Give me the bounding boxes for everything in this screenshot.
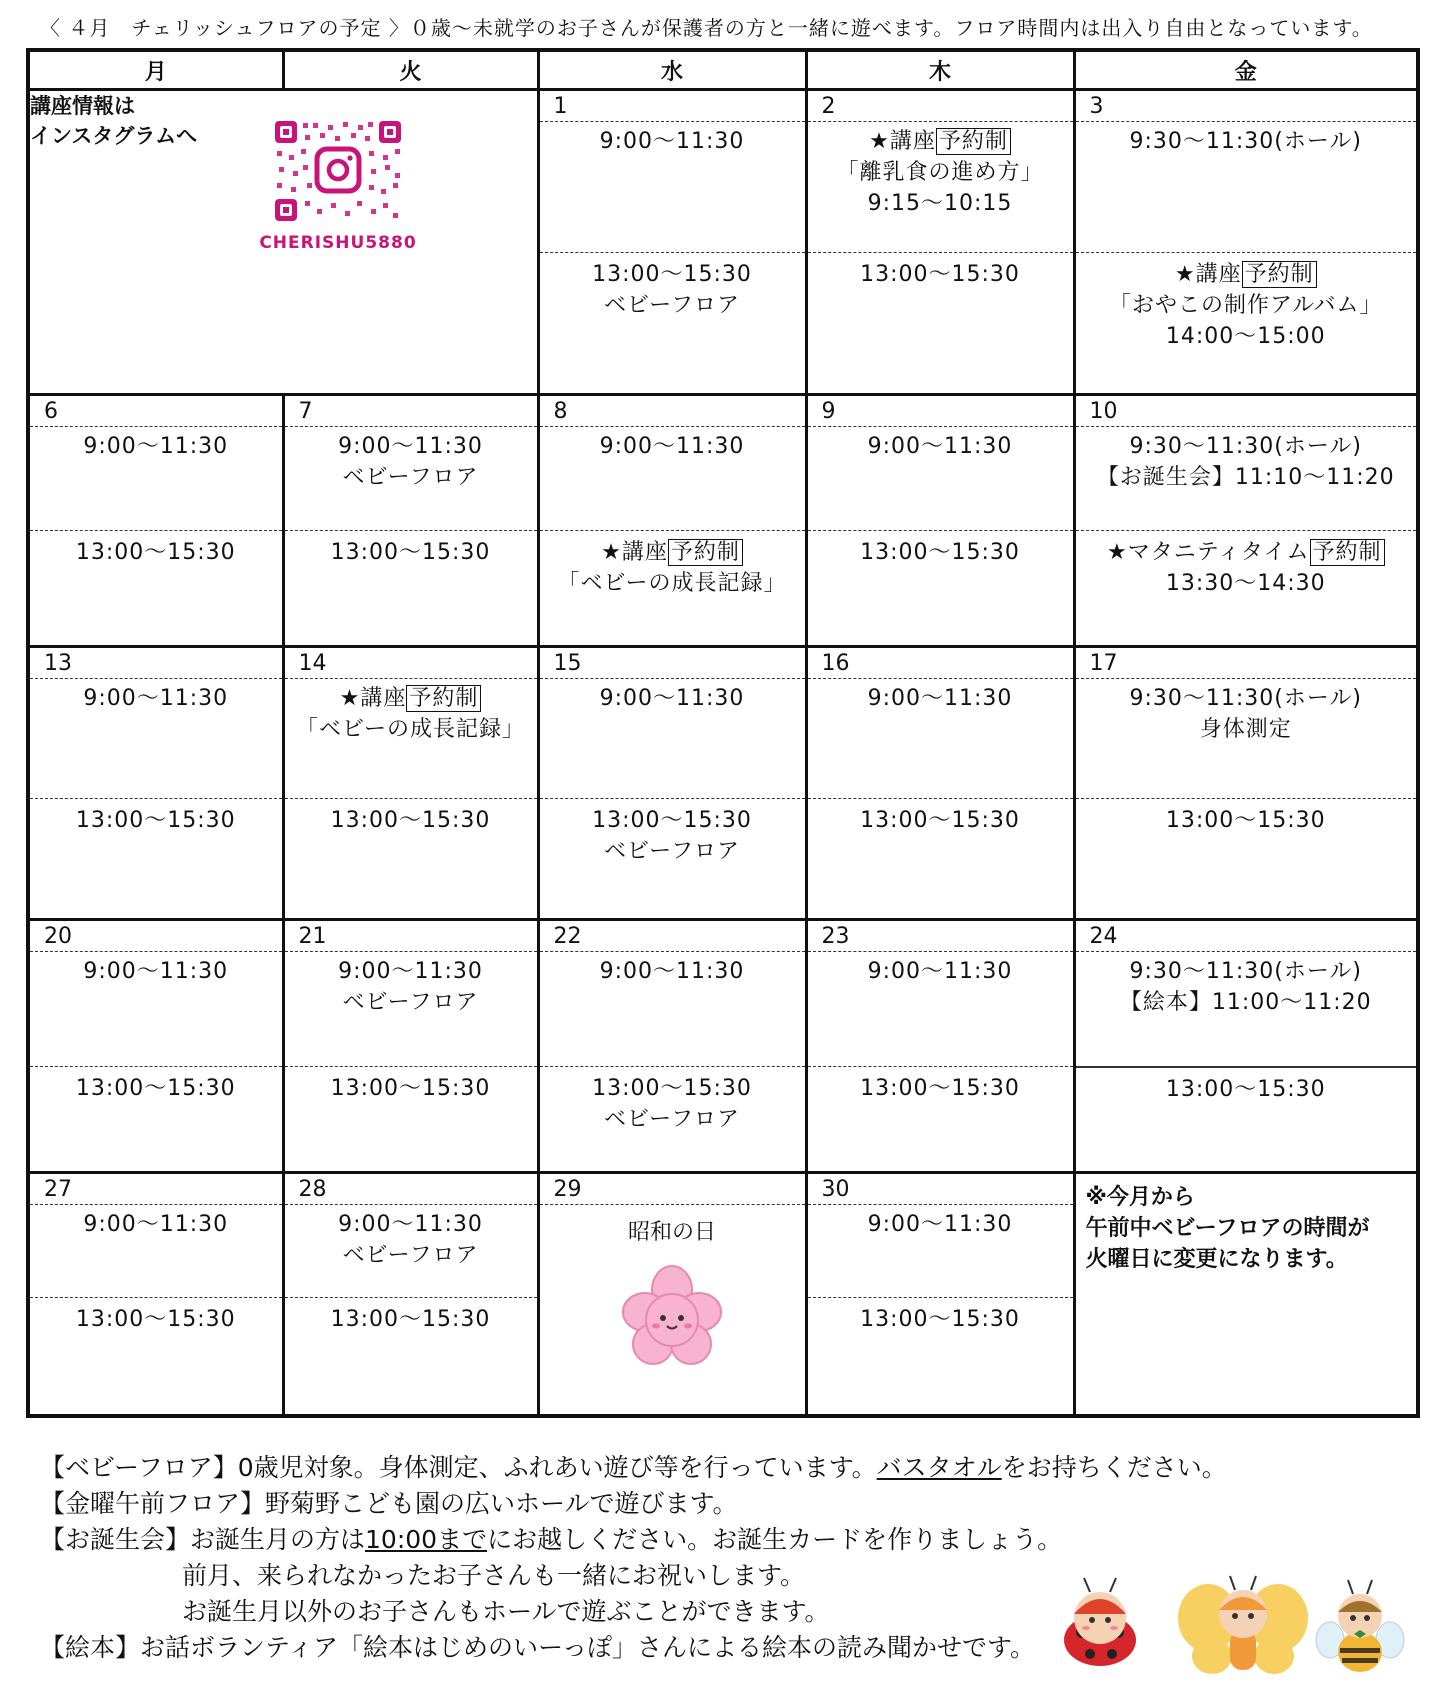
am-line: 9:30～11:30(ホール) (1129, 434, 1363, 459)
birthday-note: 【お誕生会】お誕生月の方は10:00までにお越しください。お誕生カードを作りましょう。 (40, 1525, 1063, 1554)
course-heading (285, 683, 537, 714)
am-line: 9:00～11:30 (599, 434, 745, 459)
am-slot (30, 952, 282, 1067)
day-number: 7 (285, 396, 537, 427)
pm-line: 13:00～15:30 (1165, 808, 1326, 833)
day-cell-6 (28, 395, 283, 647)
am-slot (1076, 427, 1417, 531)
insect-mascots-illustration (1060, 1570, 1410, 1680)
friday-floor-note: 【金曜午前フロア】野菊野こども園の広いホールで遊びます。 (40, 1489, 738, 1518)
course-prefix: ★講座 (339, 686, 407, 711)
am-line: 9:30～11:30(ホール) (1129, 129, 1363, 154)
holiday-label: 昭和の日 (627, 1220, 716, 1245)
am-slot (285, 952, 537, 1067)
pm-line: 13:00～15:30 (860, 540, 1020, 565)
day-cell-8 (538, 395, 806, 647)
pm-line: 13:00～15:30 (860, 262, 1020, 287)
am-slot (285, 427, 537, 531)
pm-line: 13:00～15:30 (592, 262, 752, 287)
pm-line: ベビーフロア (603, 293, 741, 318)
am-line: 9:00～11:30 (599, 129, 745, 154)
am-line: 「ベビーの成長記録」 (295, 717, 526, 742)
pm-line: 13:00～15:30 (75, 1307, 236, 1332)
am-slot (540, 679, 805, 799)
am-line: 9:00～11:30 (599, 959, 745, 984)
birthday-note-2: 前月、来られなかったお子さんも一緒にお祝いします。 (182, 1561, 806, 1590)
day-number: 9 (808, 396, 1073, 427)
pm-slot (285, 531, 537, 568)
am-line: 9:00～11:30 (338, 959, 483, 984)
pm-slot (30, 531, 282, 568)
am-line: 9:00～11:30 (867, 959, 1013, 984)
pm-line: 「おやこの制作アルバム」 (1108, 293, 1383, 318)
instagram-info-cell (28, 90, 538, 395)
day-number: 10 (1076, 396, 1417, 427)
am-line: ベビーフロア (342, 465, 479, 490)
day-number: 3 (1076, 91, 1417, 122)
reservation-badge: 予約制 (406, 685, 481, 712)
day-cell-13 (28, 647, 283, 920)
pm-line: ベビーフロア (603, 839, 741, 864)
instagram-handle[interactable]: CHERISHU5880 (259, 233, 417, 253)
am-slot (285, 679, 537, 799)
day-number: 30 (808, 1174, 1073, 1205)
day-cell-15 (538, 647, 806, 920)
pm-slot (30, 799, 282, 836)
day-number: 20 (30, 921, 282, 952)
pm-slot (285, 799, 537, 836)
am-line: 9:00～11:30 (83, 686, 229, 711)
calendar-table (26, 48, 1420, 1418)
pm-slot (540, 799, 805, 867)
course-prefix: ★講座 (601, 540, 668, 565)
pm-line: 13:30～14:30 (1165, 571, 1326, 596)
instagram-qr-block[interactable] (258, 119, 418, 253)
day-cell-16 (806, 647, 1074, 920)
pm-line: 13:00～15:30 (860, 1076, 1020, 1101)
notice-line-2: 午前中ベビーフロアの時間が (1085, 1216, 1370, 1241)
pm-line: 13:00～15:30 (330, 1076, 491, 1101)
day-cell-7 (283, 395, 538, 647)
am-slot (285, 1205, 537, 1298)
day-cell-14 (283, 647, 538, 920)
day-number: 28 (285, 1174, 537, 1205)
butterfly-mascot-icon (1178, 1576, 1308, 1674)
day-number: 16 (808, 648, 1073, 679)
am-line: 9:00～11:30 (83, 434, 229, 459)
course-heading (808, 126, 1073, 157)
pm-slot (30, 1067, 282, 1104)
am-line: 「離乳食の進め方」 (836, 160, 1044, 185)
baby-floor-note: 【ベビーフロア】0歳児対象。身体測定、ふれあい遊び等を行っています。バスタオルをお持ちください。 (40, 1453, 1227, 1482)
day-cell-27 (28, 1173, 283, 1417)
weekday-mon: 月 (28, 50, 283, 90)
am-slot (1076, 952, 1417, 1068)
am-slot (540, 427, 805, 531)
day-number: 29 (540, 1174, 805, 1205)
pm-line: 13:00～15:30 (592, 1076, 752, 1101)
am-slot (808, 952, 1073, 1067)
pm-line: ベビーフロア (603, 1107, 741, 1132)
day-cell-29 (538, 1173, 806, 1417)
day-number: 17 (1076, 648, 1417, 679)
bee-mascot-icon (1316, 1580, 1404, 1672)
reservation-badge: 予約制 (668, 539, 743, 566)
page-header: 〈 ４月 チェリッシュフロアの予定 〉０歳～未就学のお子さんが保護者の方と一緒に遊べます。フロア時間内は出入り自由となっています。 (40, 16, 1373, 40)
pm-slot (30, 1298, 282, 1335)
day-cell-17 (1074, 647, 1418, 920)
am-slot (808, 427, 1073, 531)
birthday-time-emphasis: 10:00まで (365, 1525, 488, 1554)
pm-line: 「ベビーの成長記録」 (557, 571, 787, 596)
am-slot (1076, 679, 1417, 799)
reservation-badge: 予約制 (1242, 261, 1317, 288)
pm-slot (540, 531, 805, 599)
pm-slot (1076, 1068, 1417, 1105)
pm-line: 13:00～15:30 (860, 808, 1020, 833)
day-number: 6 (30, 396, 282, 427)
am-line: 9:00～11:30 (867, 1212, 1013, 1237)
day-cell-9 (806, 395, 1074, 647)
am-slot (30, 1205, 282, 1298)
day-cell-2 (806, 90, 1074, 395)
am-slot (30, 679, 282, 799)
am-line: 9:15～10:15 (867, 191, 1013, 216)
am-slot (808, 122, 1073, 253)
pm-line: 13:00～15:30 (330, 808, 491, 833)
notice-cell (1074, 1173, 1418, 1417)
ladybug-mascot-icon (1064, 1578, 1136, 1666)
pm-slot (808, 1298, 1073, 1335)
pm-line: 14:00～15:00 (1165, 324, 1326, 349)
am-slot (540, 122, 805, 253)
pm-slot (540, 253, 805, 321)
pm-line: 13:00～15:30 (75, 540, 236, 565)
day-cell-28 (283, 1173, 538, 1417)
am-slot (808, 679, 1073, 799)
week-row-3 (28, 647, 1418, 920)
am-line: 9:30～11:30(ホール) (1129, 686, 1363, 711)
am-slot (808, 1205, 1073, 1298)
am-line: 9:00～11:30 (867, 434, 1013, 459)
reservation-badge: 予約制 (936, 128, 1011, 155)
course-prefix: ★講座 (1174, 262, 1242, 287)
day-cell-10 (1074, 395, 1418, 647)
birthday-note-3: お誕生月以外のお子さんもホールで遊ぶことができます。 (182, 1597, 830, 1626)
pm-slot (285, 1067, 537, 1104)
weekday-fri: 金 (1074, 50, 1418, 90)
day-cell-21 (283, 920, 538, 1173)
course-heading (540, 537, 805, 568)
week-row-1 (28, 90, 1418, 395)
pm-line: 13:00～15:30 (75, 1076, 236, 1101)
day-number: 22 (540, 921, 805, 952)
weekday-thu: 木 (806, 50, 1074, 90)
am-line: 【絵本】11:00～11:20 (1119, 990, 1372, 1015)
week-row-5 (28, 1173, 1418, 1417)
day-cell-24 (1074, 920, 1418, 1173)
am-slot (540, 952, 805, 1067)
am-line: ベビーフロア (342, 1243, 479, 1268)
am-line: 9:30～11:30(ホール) (1129, 959, 1363, 984)
week-row-2 (28, 395, 1418, 647)
weekday-wed: 水 (538, 50, 806, 90)
course-heading (1076, 259, 1417, 290)
day-number: 27 (30, 1174, 282, 1205)
qr-code-icon[interactable] (273, 119, 403, 223)
bath-towel-emphasis: バスタオル (876, 1453, 1002, 1482)
day-number: 13 (30, 648, 282, 679)
day-number: 23 (808, 921, 1073, 952)
am-line: 9:00～11:30 (599, 686, 745, 711)
pm-slot (1076, 799, 1417, 836)
pm-slot (285, 1298, 537, 1335)
pm-slot (1076, 253, 1417, 352)
am-line: 9:00～11:30 (83, 1212, 229, 1237)
pm-slot (808, 1067, 1073, 1104)
am-line: 身体測定 (1199, 717, 1292, 742)
day-cell-30 (806, 1173, 1074, 1417)
course-heading (1076, 537, 1417, 568)
day-cell-3 (1074, 90, 1418, 395)
pm-slot (808, 799, 1073, 836)
weekday-tue: 火 (283, 50, 538, 90)
am-line: 9:00～11:30 (83, 959, 229, 984)
pm-line: 13:00～15:30 (592, 808, 752, 833)
am-line: ベビーフロア (342, 990, 479, 1015)
day-cell-20 (28, 920, 283, 1173)
am-line: 9:00～11:30 (867, 686, 1013, 711)
weekday-header-row (28, 50, 1418, 90)
info-line-1: 講座情報は (30, 94, 135, 118)
day-number: 21 (285, 921, 537, 952)
info-line-2: インスタグラムへ (30, 124, 198, 148)
day-cell-1 (538, 90, 806, 395)
day-number: 14 (285, 648, 537, 679)
am-slot (30, 427, 282, 531)
picture-book-note: 【絵本】お話ボランティア「絵本はじめのいーっぽ」さんによる絵本の読み聞かせです。 (40, 1633, 1036, 1662)
pm-slot (808, 253, 1073, 290)
am-slot (1076, 122, 1417, 253)
pm-slot (540, 1067, 805, 1135)
am-line: 9:00～11:30 (338, 1212, 483, 1237)
day-cell-23 (806, 920, 1074, 1173)
course-prefix: ★マタニティタイム (1106, 540, 1310, 565)
pm-line: 13:00～15:30 (1165, 1077, 1326, 1102)
day-number: 8 (540, 396, 805, 427)
day-number: 2 (808, 91, 1073, 122)
day-number: 24 (1076, 921, 1417, 952)
day-number: 15 (540, 648, 805, 679)
cherry-blossom-icon (617, 1264, 727, 1374)
pm-line: 13:00～15:30 (330, 1307, 491, 1332)
course-prefix: ★講座 (869, 129, 936, 154)
notice-line-1: ※今月から (1085, 1185, 1195, 1210)
notice-line-3: 火曜日に変更になります。 (1085, 1247, 1348, 1272)
pm-slot (1076, 531, 1417, 599)
am-line: 【お誕生会】11:10～11:20 (1096, 465, 1395, 490)
day-cell-22 (538, 920, 806, 1173)
pm-line: 13:00～15:30 (860, 1307, 1020, 1332)
reservation-badge: 予約制 (1310, 539, 1385, 566)
day-number: 1 (540, 91, 805, 122)
week-row-4 (28, 920, 1418, 1173)
pm-line: 13:00～15:30 (75, 808, 236, 833)
pm-slot (808, 531, 1073, 568)
pm-line: 13:00～15:30 (330, 540, 491, 565)
am-line: 9:00～11:30 (338, 434, 483, 459)
